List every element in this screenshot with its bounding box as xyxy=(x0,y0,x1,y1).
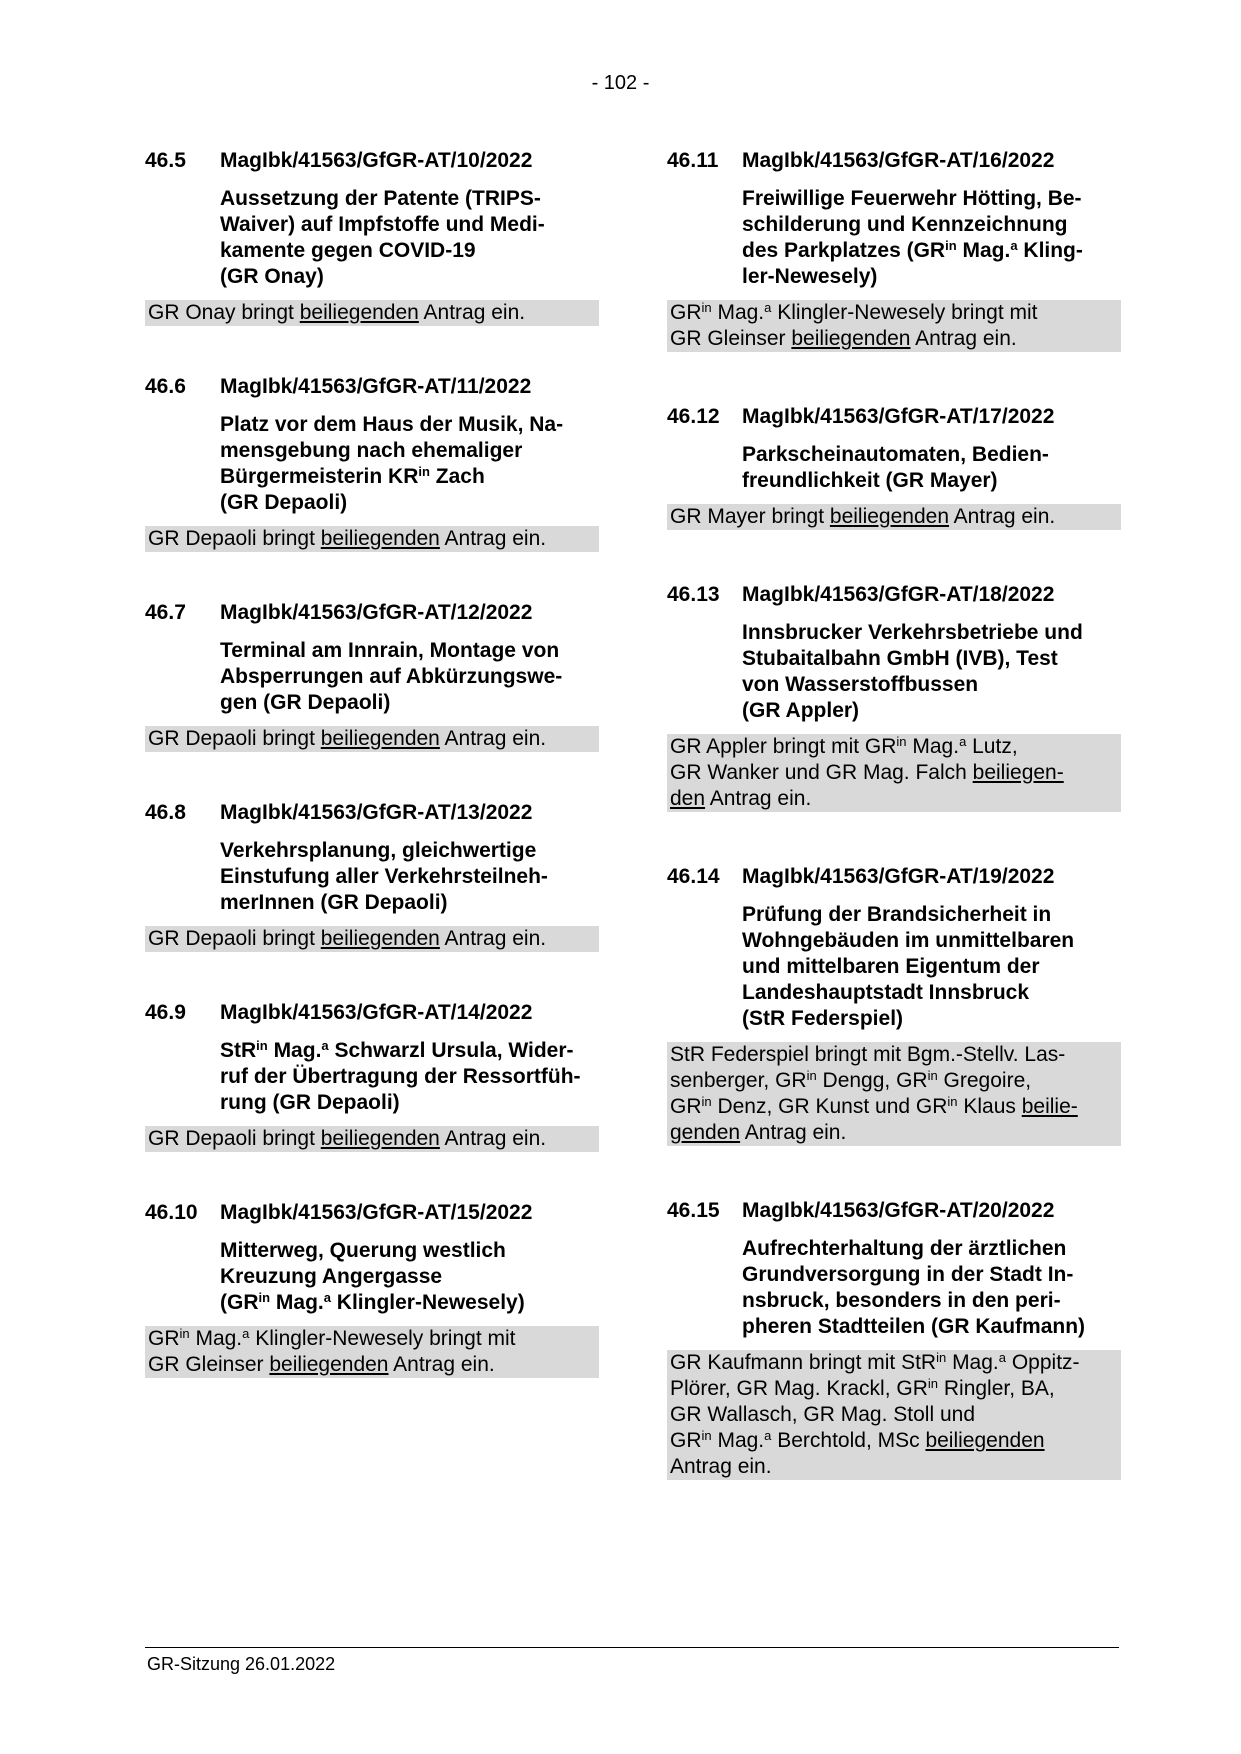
agenda-item-header xyxy=(667,1198,1121,1224)
title-line: StR$^{in}$ Mag.$^a$ Schwarzl Ursula, Wider- xyxy=(220,1038,574,1062)
agenda-item-code: MagIbk/41563/GfGR-AT/19/2022 xyxy=(742,865,1055,888)
agenda-item-header xyxy=(145,800,599,826)
agenda-item-code: MagIbk/41563/GfGR-AT/13/2022 xyxy=(220,801,533,824)
motion-line: GR Wallasch, GR Mag. Stoll und xyxy=(670,1403,975,1426)
right-column xyxy=(667,148,1121,1532)
agenda-item-number: 46.5 xyxy=(145,149,186,172)
motion-line: GR Depaoli bringt beiliegenden Antrag ein. xyxy=(148,727,547,750)
agenda-item xyxy=(667,404,1121,530)
agenda-item-title xyxy=(742,902,1121,1032)
title-line: mensgebung nach ehemaliger xyxy=(220,439,523,462)
motion-line: Antrag ein. xyxy=(670,1455,772,1478)
agenda-item-title xyxy=(742,186,1121,290)
title-line: des Parkplatzes ($GR^{in}$ Mag.$^a$ Kling- xyxy=(742,238,1083,262)
title-line: ler-Newesely) xyxy=(742,265,878,288)
agenda-item-motion-text xyxy=(145,926,599,952)
agenda-item-number: 46.14 xyxy=(667,865,720,888)
title-line: von Wasserstoffbussen xyxy=(742,673,979,696)
motion-line: genden Antrag ein. xyxy=(670,1121,847,1144)
agenda-item-code: MagIbk/41563/GfGR-AT/10/2022 xyxy=(220,149,533,172)
agenda-item-code: MagIbk/41563/GfGR-AT/17/2022 xyxy=(742,405,1055,428)
title-line: Terminal am Innrain, Montage von xyxy=(220,639,560,662)
agenda-item-header xyxy=(667,582,1121,608)
title-line: Kreuzung Angergasse xyxy=(220,1265,443,1288)
agenda-item-code: MagIbk/41563/GfGR-AT/15/2022 xyxy=(220,1201,533,1224)
agenda-item-header xyxy=(667,148,1121,174)
agenda-item xyxy=(145,1000,599,1152)
agenda-item-title xyxy=(742,620,1121,724)
agenda-item-number: 46.7 xyxy=(145,601,186,624)
title-line: freundlichkeit (GR Mayer) xyxy=(742,469,998,492)
motion-line: $GR^{in}$ Denz, GR Kunst und $GR^{in}$ Klaus beilie- xyxy=(670,1094,1078,1118)
agenda-item-header xyxy=(145,600,599,626)
agenda-item-motion-text xyxy=(145,526,599,552)
title-line: rung (GR Depaoli) xyxy=(220,1091,400,1114)
motion-line: GR Gleinser beiliegenden Antrag ein. xyxy=(148,1353,495,1376)
title-line: Verkehrsplanung, gleichwertige xyxy=(220,839,537,862)
footer-session-date: GR-Sitzung 26.01.2022 xyxy=(147,1654,336,1674)
agenda-item xyxy=(667,864,1121,1146)
motion-line: GR Appler bringt mit $GR^{in}$ Mag.$^a$ Lutz, xyxy=(670,734,1018,758)
agenda-item-title xyxy=(220,638,599,716)
title-line: und mittelbaren Eigentum der xyxy=(742,955,1040,978)
agenda-item-motion-text xyxy=(145,1126,599,1152)
left-column xyxy=(145,148,599,1426)
agenda-item-title xyxy=(220,412,599,516)
agenda-item-motion-text xyxy=(667,504,1121,530)
agenda-item-header xyxy=(667,864,1121,890)
agenda-item-title xyxy=(220,838,599,916)
agenda-item-code: MagIbk/41563/GfGR-AT/11/2022 xyxy=(220,375,532,398)
agenda-item-title xyxy=(742,442,1121,494)
motion-line: GR Mayer bringt beiliegenden Antrag ein. xyxy=(670,505,1056,528)
motion-line: $GR^{in}$ Mag.$^a$ Klingler-Newesely bringt mit xyxy=(670,300,1038,324)
agenda-item xyxy=(145,374,599,552)
agenda-item xyxy=(145,800,599,952)
agenda-item-code: MagIbk/41563/GfGR-AT/14/2022 xyxy=(220,1001,533,1024)
motion-line: GR Wanker und GR Mag. Falch beiliegen- xyxy=(670,761,1064,784)
motion-line: GR Depaoli bringt beiliegenden Antrag ein. xyxy=(148,927,547,950)
motion-line: den Antrag ein. xyxy=(670,787,812,810)
motion-line: $GR^{in}$ Mag.$^a$ Berchtold, MSc beiliegenden xyxy=(670,1428,1045,1452)
agenda-item-number: 46.15 xyxy=(667,1199,720,1222)
title-line: ($GR^{in}$ Mag.$^a$ Klingler-Newesely) xyxy=(220,1290,525,1314)
agenda-item-header xyxy=(145,374,599,400)
agenda-item-code: MagIbk/41563/GfGR-AT/18/2022 xyxy=(742,583,1055,606)
agenda-item xyxy=(667,582,1121,812)
title-line: Waiver) auf Impfstoffe und Medi- xyxy=(220,213,545,236)
agenda-item-header xyxy=(145,148,599,174)
title-line: pheren Stadtteilen (GR Kaufmann) xyxy=(742,1315,1086,1338)
title-line: Platz vor dem Haus der Musik, Na- xyxy=(220,413,564,436)
motion-line: $GR^{in}$ Mag.$^a$ Klingler-Newesely bringt mit xyxy=(148,1326,516,1350)
agenda-item-motion-text xyxy=(667,1350,1121,1480)
agenda-item-title xyxy=(742,1236,1121,1340)
agenda-item-code: MagIbk/41563/GfGR-AT/12/2022 xyxy=(220,601,533,624)
agenda-item-motion-text xyxy=(667,1042,1121,1146)
agenda-item-motion-text xyxy=(667,300,1121,352)
title-line: (GR Onay) xyxy=(220,265,324,288)
agenda-item-title xyxy=(220,1238,599,1316)
title-line: Prüfung der Brandsicherheit in xyxy=(742,903,1052,926)
agenda-item-header xyxy=(145,1200,599,1226)
title-line: (GR Appler) xyxy=(742,699,860,722)
agenda-item-motion-text xyxy=(145,726,599,752)
agenda-item-number: 46.8 xyxy=(145,801,186,824)
title-line: gen (GR Depaoli) xyxy=(220,691,391,714)
agenda-item-motion-text xyxy=(145,300,599,326)
motion-line: GR Onay bringt beiliegenden Antrag ein. xyxy=(148,301,526,324)
agenda-item-motion-text xyxy=(145,1326,599,1378)
agenda-item-title xyxy=(220,1038,599,1116)
agenda-item-number: 46.12 xyxy=(667,405,720,428)
title-line: merInnen (GR Depaoli) xyxy=(220,891,448,914)
agenda-item-number: 46.10 xyxy=(145,1201,198,1224)
footer-divider xyxy=(145,1647,1119,1648)
title-line: Aufrechterhaltung der ärztlichen xyxy=(742,1237,1067,1260)
agenda-item-header xyxy=(667,404,1121,430)
title-line: Wohngebäuden im unmittelbaren xyxy=(742,929,1075,952)
title-line: Absperrungen auf Abkürzungswe- xyxy=(220,665,563,688)
agenda-item-motion-text xyxy=(667,734,1121,812)
title-line: Mitterweg, Querung westlich xyxy=(220,1239,506,1262)
title-line: Parkscheinautomaten, Bedien- xyxy=(742,443,1049,466)
agenda-item-number: 46.9 xyxy=(145,1001,186,1024)
agenda-item-header xyxy=(145,1000,599,1026)
agenda-item-number: 46.11 xyxy=(667,149,719,172)
motion-line: GR Kaufmann bringt mit StR$^{in}$ Mag.$^a$ Oppitz- xyxy=(670,1350,1080,1374)
agenda-item xyxy=(145,600,599,752)
motion-line: Plörer, GR Mag. Krackl, $GR^{in}$ Ringler, BA, xyxy=(670,1376,1055,1400)
title-line: Bürgermeisterin $KR^{in}$ Zach xyxy=(220,464,485,488)
agenda-item xyxy=(667,1198,1121,1480)
title-line: Landeshauptstadt Innsbruck xyxy=(742,981,1030,1004)
motion-line: GR Depaoli bringt beiliegenden Antrag ein. xyxy=(148,1127,547,1150)
title-line: nsbruck, besonders in den peri- xyxy=(742,1289,1061,1312)
motion-line: StR Federspiel bringt mit Bgm.-Stellv. Las- xyxy=(670,1043,1066,1066)
title-line: kamente gegen COVID-19 xyxy=(220,239,476,262)
motion-line: GR Gleinser beiliegenden Antrag ein. xyxy=(670,327,1017,350)
title-line: Innsbrucker Verkehrsbetriebe und xyxy=(742,621,1083,644)
title-line: Einstufung aller Verkehrsteilneh- xyxy=(220,865,548,888)
title-line: ruf der Übertragung der Ressortfüh- xyxy=(220,1065,581,1088)
page-number: - 102 - xyxy=(591,72,650,94)
title-line: Aussetzung der Patente (TRIPS- xyxy=(220,187,541,210)
agenda-item xyxy=(145,148,599,326)
agenda-item-title xyxy=(220,186,599,290)
agenda-item-code: MagIbk/41563/GfGR-AT/16/2022 xyxy=(742,149,1055,172)
motion-line: senberger, $GR^{in}$ Dengg, $GR^{in}$ Gregoire, xyxy=(670,1068,1032,1092)
title-line: (GR Depaoli) xyxy=(220,491,348,514)
agenda-item xyxy=(667,148,1121,352)
title-line: Freiwillige Feuerwehr Hötting, Be- xyxy=(742,187,1082,210)
agenda-item-number: 46.6 xyxy=(145,375,186,398)
title-line: schilderung und Kennzeichnung xyxy=(742,213,1068,236)
agenda-item xyxy=(145,1200,599,1378)
agenda-item-number: 46.13 xyxy=(667,583,720,606)
agenda-item-code: MagIbk/41563/GfGR-AT/20/2022 xyxy=(742,1199,1055,1222)
title-line: Stubaitalbahn GmbH (IVB), Test xyxy=(742,647,1058,670)
title-line: (StR Federspiel) xyxy=(742,1007,904,1030)
motion-line: GR Depaoli bringt beiliegenden Antrag ein. xyxy=(148,527,547,550)
title-line: Grundversorgung in der Stadt In- xyxy=(742,1263,1074,1286)
